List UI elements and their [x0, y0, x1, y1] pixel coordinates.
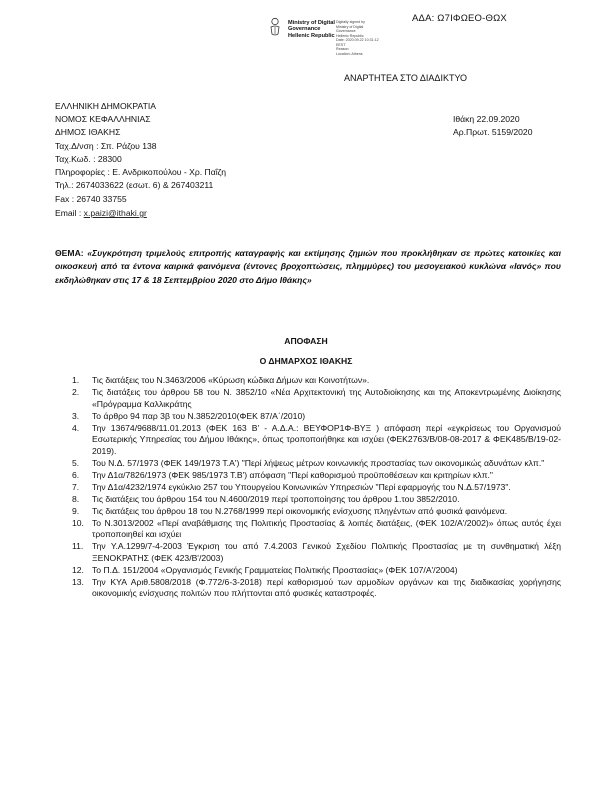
list-item-text: Την ΚΥΑ Αριθ.5808/2018 (Φ.772/6-3-2018) περί καθορισμού των αρμοδίων οργάνων και της διαδικασίας χορήγησης οικονομικής ενίσχυσης πολιτών που πλήττονται από φυσικές καταστροφές.	[92, 576, 561, 599]
list-item-text: Του Ν.Δ. 57/1973 (ΦΕΚ 149/1973 Τ.Α') "Περί λήψεως μέτρων κοινωνικής προστασίας των οικονομικώς αδυνάτων κλπ."	[92, 457, 545, 468]
protocol-number: Αρ.Πρωτ. 5159/2020	[453, 127, 533, 137]
contact-email	[55, 208, 147, 218]
header-prefecture: ΝΟΜΟΣ ΚΕΦΑΛΛΗΝΙΑΣ	[55, 114, 151, 124]
list-item	[55, 387, 561, 410]
list-item	[55, 375, 561, 387]
list-item	[55, 482, 561, 494]
list-item	[55, 541, 561, 564]
contact-info-persons: Πληροφορίες : Ε. Ανδρικοπούλου - Χρ. Παΐζη	[55, 167, 227, 177]
subject-text: «Συγκρότηση τριμελούς επιτροπής καταγραφής και εκτίμησης ζημιών που προκλήθηκαν σε πρώτες κατοικίες και οικοσκευή από τα έντονα καιρικά φαινόμενα (έντονες βροχοπτώσεις, πλημμύρες) του μεσογειακού κυκλώνα «Ιανός» που εκδηλώθηκαν στις 17 & 18 Σεπτεμβρίου 2020 στο Δήμο Ιθάκης»	[55, 248, 562, 285]
list-item	[55, 506, 561, 518]
list-item-text: Το Ν.3013/2002 «Περί αναβάθμισης της Πολιτικής Προστασίας & λοιπές διατάξεις, (ΦΕΚ 102/Α'/2002)» όπως αυτός έχει τροποποιηθεί και ισχύει	[92, 517, 561, 540]
list-item-text: Τις διατάξεις του άρθρου 154 του Ν.4600/2019 περί τροποποίησης του άρθρου 1.του 3852/2010.	[92, 493, 460, 504]
digital-stamp-organization	[288, 20, 335, 39]
list-item-number: 4.	[72, 422, 80, 433]
contact-address: Ταχ.Δ/νση : Σπ. Ράζου 138	[55, 141, 157, 151]
list-item-text: Το άρθρο 94 παρ 3β του Ν.3852/2010(ΦΕΚ 87/Α΄/2010)	[92, 410, 306, 421]
list-item-number: 8.	[72, 493, 80, 504]
list-item-number: 2.	[72, 386, 80, 397]
list-item-text: Τις διατάξεις του Ν.3463/2006 «Κύρωση κώδικα Δήμων και Κοινοτήτων».	[92, 375, 370, 385]
decision-title: ΑΠΟΦΑΣΗ	[284, 336, 328, 346]
list-item	[55, 470, 561, 482]
list-item-text: Την Υ.Α.1299/7-4-2003 Έγκριση του από 7.4.2003 Γενικού Σχεδίου Πολιτικής Προστασίας με τη συνθηματική λέξη ΞΕΝΟΚΡΑΤΗΣ (ΦΕΚ 423/Β'/2003)	[92, 541, 561, 563]
list-item-number: 12.	[72, 564, 84, 575]
list-item-number: 7.	[72, 481, 80, 492]
mayor-title: Ο ΔΗΜΑΡΧΟΣ ΙΘΑΚΗΣ	[259, 356, 353, 366]
digital-signature-details	[336, 20, 379, 56]
list-item-number: 11.	[72, 541, 84, 552]
list-item-number: 10.	[72, 517, 84, 528]
header-republic: ΕΛΛΗΝΙΚΗ ΔΗΜΟΚΡΑΤΙΑ	[55, 101, 156, 111]
contact-phone: Τηλ.: 2674033622 (εσωτ. 6) & 267403211	[55, 180, 214, 190]
signature-line: Governance	[336, 29, 356, 33]
document-date: Ιθάκη 22.09.2020	[453, 114, 520, 124]
list-item	[55, 494, 561, 506]
list-item-text: Την Δ1α/7826/1973 (ΦΕΚ 985/1973 Τ.Β') απόφαση "Περί καθορισμού προϋποθέσεων και κριτηρίων κλπ."	[92, 469, 493, 480]
list-item	[55, 458, 561, 470]
stamp-org-line: Ministry of Digital	[288, 20, 335, 26]
email-link[interactable]: x.paizi@ithaki.gr	[83, 208, 147, 218]
list-item	[55, 577, 561, 600]
list-item-text: Τις διατάξεις του άρθρου 18 του Ν.2768/1999 περί οικονομικής ενίσχυσης πληγέντων από φυσικά φαινόμενα.	[92, 505, 508, 516]
list-item	[55, 423, 561, 458]
list-item-text: Την Δ1α/4232/1974 εγκύκλιο 257 του Υπουργείου Κοινωνικών Υπηρεσιών "Περί εφαρμογής του Ν.Δ.57/1973".	[92, 481, 511, 492]
signature-line: Reason:	[336, 47, 350, 51]
signature-line: Date: 2020.09.22 10:31:12	[336, 38, 379, 42]
post-online-notice: ΑΝΑΡΤΗΤΕΑ ΣΤΟ ΔΙΑΔΙΚΤΥΟ	[344, 73, 467, 83]
list-item-text: Τις διατάξεις του άρθρου 58 του Ν. 3852/10 «Νέα Αρχιτεκτονική της Αυτοδιοίκησης και της Αποκεντρωμένης Διοίκησης «Πρόγραμμα Καλλικράτης	[92, 386, 561, 409]
list-item-number: 6.	[72, 469, 80, 480]
signature-line: EEST	[336, 42, 346, 47]
list-item	[55, 565, 561, 577]
hellenic-republic-seal-icon	[268, 17, 282, 37]
list-item-text: Την 13674/9688/11.01.2013 (ΦΕΚ 163 Β' - Α.Δ.Α.: ΒΕΥΦΟΡ1Φ-ΒΥΞ ) απόφαση περί «εγκρίσεως του Οργανισμού Εσωτερικής Υπηρεσίας του Δήμου Ιθάκης», όπως τροποποιήθηκε και ισχύει (ΦΕΚ2763/Β/08-08-2017 & ΦΕΚ485/Β/19-02-2019).	[92, 422, 561, 456]
subject-label: ΘΕΜΑ:	[55, 248, 88, 258]
considerations-list	[55, 375, 561, 600]
signature-line: Ministry of Digital	[336, 24, 364, 29]
signature-line: Location: Athens	[336, 51, 363, 56]
contact-postal-code: Ταχ.Κωδ. : 28300	[55, 154, 122, 164]
list-item-number: 1.	[72, 375, 80, 385]
ada-code: ΑΔΑ: Ω7ΙΦΩΕΟ-ΘΩΧ	[412, 13, 507, 24]
header-municipality: ΔΗΜΟΣ ΙΘΑΚΗΣ	[55, 127, 121, 137]
list-item-number: 3.	[72, 410, 80, 421]
list-item	[55, 411, 561, 423]
email-label: Email :	[55, 208, 84, 218]
stamp-org-line: Hellenic Republic	[288, 32, 335, 39]
list-item-number: 5.	[72, 457, 80, 468]
contact-fax: Fax : 26740 33755	[55, 194, 127, 204]
list-item	[55, 518, 561, 541]
subject-paragraph	[55, 247, 561, 287]
list-item-text: Το Π.Δ. 151/2004 «Οργανισμός Γενικής Γραμματείας Πολιτικής Προστασίας» (ΦΕΚ 107/Α'/2004)	[92, 564, 458, 575]
list-item-number: 13.	[72, 576, 84, 587]
signature-line: Hellenic Republic	[336, 33, 364, 38]
signature-line: Digitally signed by	[336, 20, 365, 24]
stamp-org-line: Governance	[288, 26, 321, 33]
list-item-number: 9.	[72, 505, 80, 516]
